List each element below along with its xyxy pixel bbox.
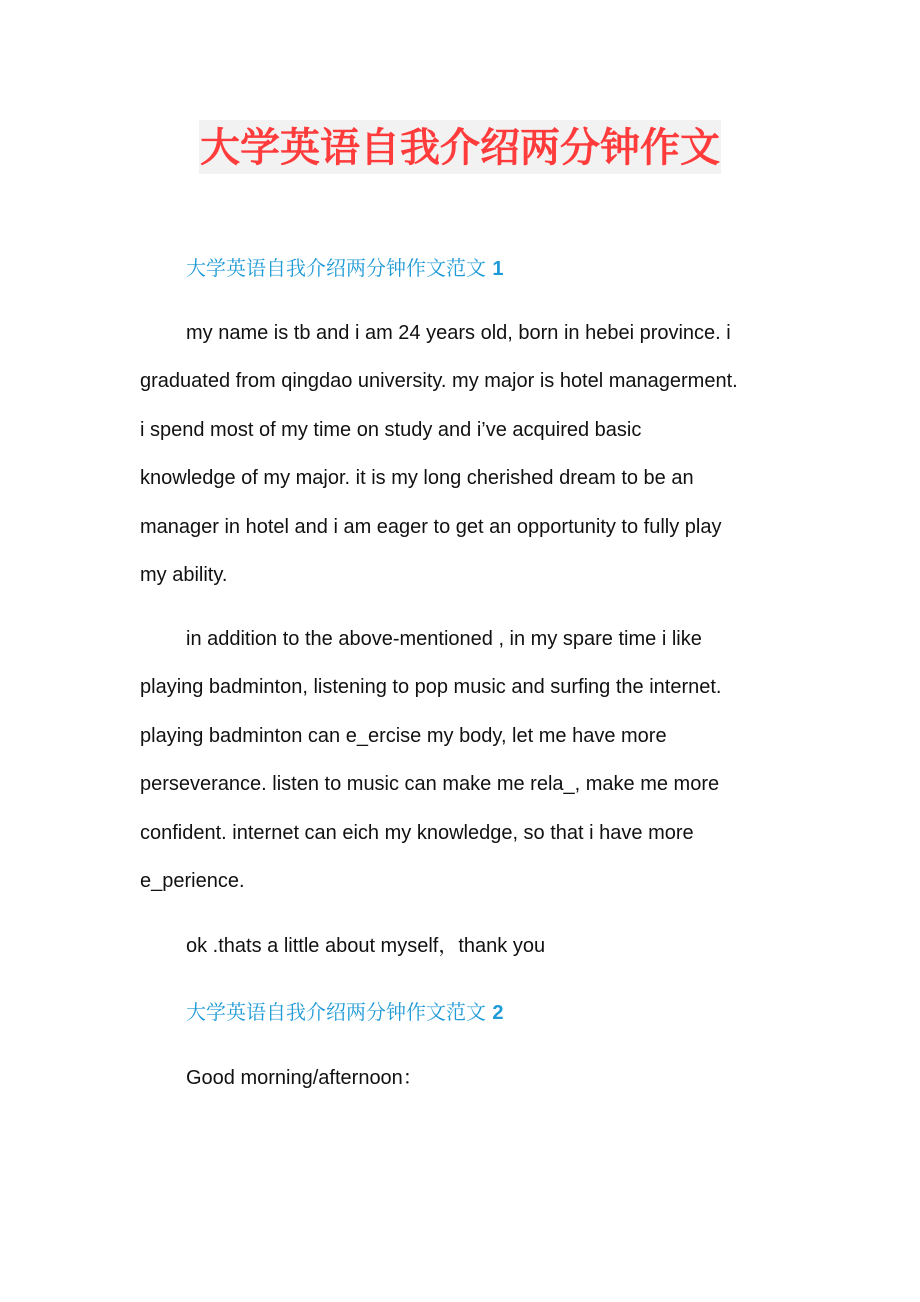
paragraph-line: manager in hotel and i am eager to get an opportunity to fully play [140, 515, 722, 538]
paragraph-line: knowledge of my major. it is my long cherished dream to be an [140, 467, 694, 490]
paragraph-line: Good morning/afternoon： [186, 1067, 423, 1089]
paragraph-line: playing badminton can e_ercise my body, let me have more [140, 724, 667, 747]
section-heading-number: 1 [492, 258, 504, 280]
paragraph-line: my ability. [140, 564, 228, 587]
paragraph-2 [140, 615, 820, 905]
section-heading-text: 大学英语自我介绍两分钟作文范文 [186, 1000, 486, 1024]
section-heading-1 [186, 254, 503, 283]
section-heading-text: 大学英语自我介绍两分钟作文范文 [186, 256, 486, 280]
section-heading-2 [186, 998, 503, 1027]
document-title: 大学英语自我介绍两分钟作文 [199, 120, 721, 174]
section-heading-number: 2 [492, 1002, 504, 1024]
title-container [0, 120, 920, 174]
paragraph-line: i spend most of my time on study and i’ve acquired basic [140, 418, 642, 441]
paragraph-line: perseverance. listen to music can make me rela_, make me more [140, 773, 720, 796]
paragraph-line: confident. internet can eich my knowledge, so that i have more [140, 821, 694, 844]
paragraph-1 [140, 309, 820, 599]
paragraph-line: e_perience. [140, 870, 245, 893]
paragraph-line: my name is tb and i am 24 years old, born in hebei province. i [186, 322, 731, 344]
paragraph-line: playing badminton, listening to pop music and surfing the internet. [140, 676, 722, 699]
paragraph-3 [140, 922, 820, 970]
paragraph-4 [140, 1054, 820, 1102]
paragraph-line: graduated from qingdao university. my major is hotel managerment. [140, 370, 738, 393]
paragraph-line: in addition to the above-mentioned , in my spare time i like [186, 628, 702, 650]
paragraph-line: ok .thats a little about myself，thank you [186, 935, 546, 957]
